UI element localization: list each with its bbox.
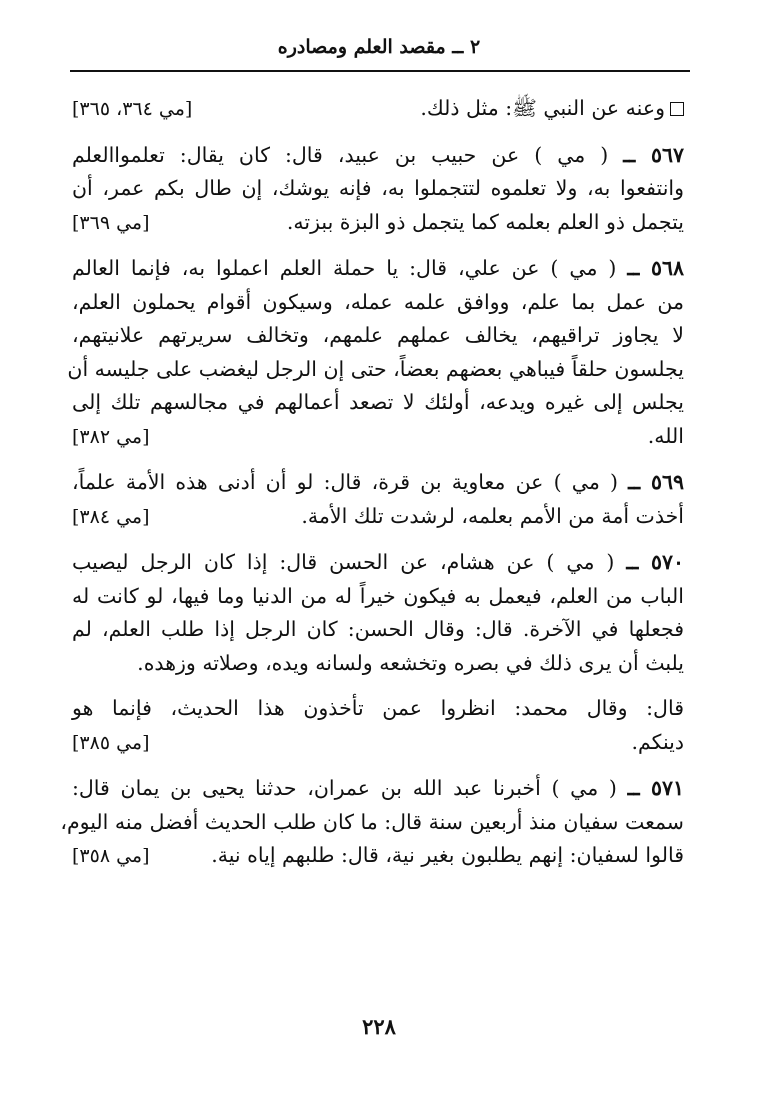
text-line	[72, 726, 684, 761]
text-line	[72, 206, 684, 241]
source-citation: [مي ٣٦٩]	[72, 211, 150, 234]
line-text: ( مي ) عن حبيب بن عبيد، قال: كان يقال: تعلمواالعلم	[72, 142, 609, 167]
line-text: ( مي ) عن معاوية بن قرة، قال: لو أن أدنى هذه الأمة علماً،	[72, 470, 618, 494]
text-line: يجلس إلى غيره ويدعه، أولئك لا تصعد أعمالهم في مجالسهم تلك إلى	[72, 390, 684, 414]
source-citation: [مي ٣٨٥]	[72, 731, 150, 754]
hadith-568	[67, 252, 684, 454]
source-citation: [مي ٣٨٤]	[72, 505, 150, 528]
line-text: الله.	[647, 423, 684, 448]
hadith-569	[72, 466, 684, 534]
text-line	[72, 92, 684, 127]
page-number: ٢٢٨	[362, 1014, 396, 1039]
hadith-number: ٥٦٩ ــ	[628, 470, 684, 494]
hadith-number: ٥٦٨ ــ	[627, 256, 684, 280]
hadith-number: ٥٧١ ــ	[627, 776, 684, 800]
line-text: قالوا لسفيان: إنهم يطلبون بغير نية، قال: طلبهم إياه نية.	[211, 843, 684, 867]
hadith-570	[72, 546, 684, 680]
line-text: يتجمل ذو العلم بعلمه كما يتجمل ذو البزة ببزته.	[286, 209, 684, 234]
text-line	[72, 139, 684, 173]
hadith-number: ٥٧٠ ــ	[626, 550, 684, 574]
text-line: يجلسون حلقاً فيباهي بعضهم بعضاً، حتى إن الرجل ليغضب على جليسه أن	[67, 356, 684, 381]
source-citation: [مي ٣٨٢]	[72, 425, 150, 448]
text-line: لا يجاوز تراقيهم، يخالف عملهم علمهم، وتخالف سريرتهم علانيتهم،	[72, 323, 684, 347]
line-text: أخذت أمة من الأمم بعلمه، لرشدت تلك الأمة.	[301, 503, 684, 528]
source-citation: [مي ٣٥٨]	[72, 845, 150, 867]
text-line: سمعت سفيان منذ أربعين سنة قال: ما كان طلب الحديث أفضل منه اليوم،	[60, 809, 684, 834]
text-line: وانتفعوا به، ولا تعلموه لتتجملوا به، فإنه يوشك، إن طال بكم عمر، أن	[72, 176, 684, 200]
paragraph-continuation	[72, 92, 684, 127]
source-citation: [مي ٣٦٤، ٣٦٥]	[72, 98, 193, 120]
text-line	[72, 500, 684, 535]
line-text: ( مي ) أخبرنا عبد الله بن عمران، حدثنا يحيى بن يمان قال:	[72, 776, 617, 800]
text-line: قال: وقال محمد: انظروا عمن تأخذون هذا الحديث، فإنما هو	[72, 696, 684, 720]
line-text: ( مي ) عن هشام، عن الحسن قال: إذا كان الرجل ليصيب	[72, 550, 615, 574]
hadith-571	[60, 772, 684, 874]
line-text: دينكم.	[631, 729, 684, 754]
text-line	[72, 252, 684, 286]
hadith-570-continuation	[72, 692, 684, 760]
text-line: فجعلها في الآخرة. قال: وقال الحسن: كان الرجل إذا طلب العلم، لم	[72, 617, 684, 641]
hadith-number: ٥٦٧ ــ	[623, 142, 684, 167]
text-line	[72, 420, 684, 455]
text-line	[72, 839, 684, 874]
text-line	[72, 546, 684, 580]
line-text: ( مي ) عن علي، قال: يا حملة العلم اعملوا به، فإنما العالم	[72, 256, 617, 280]
text-line: الباب من العلم، فيعمل به فيكون خيراً له من الدنيا وما فيها، لو كانت له	[72, 583, 684, 608]
running-header: ٢ ــ مقصد العلم ومصادره	[277, 36, 481, 58]
square-bullet-icon	[670, 102, 684, 116]
text-line	[72, 772, 684, 806]
hadith-567	[72, 139, 684, 241]
text-line: من عمل بما علم، ووافق علمه عمله، وسيكون أقوام يحملون العلم،	[72, 289, 684, 314]
line-text: وعنه عن النبي ﷺ: مثل ذلك.	[420, 96, 665, 120]
text-line	[72, 466, 684, 500]
text-line: يلبث أن يرى ذلك في بصره وتخشعه ولسانه ويده، وصلاته وزهده.	[137, 650, 684, 675]
header-rule	[70, 70, 690, 72]
page-body	[60, 92, 684, 886]
